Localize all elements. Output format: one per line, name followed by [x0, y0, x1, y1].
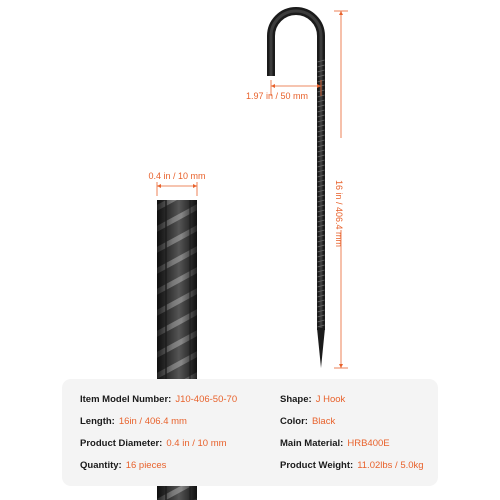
spec-color-value: Black	[311, 416, 336, 427]
hook-width-label: 1.97 in / 50 mm	[246, 91, 309, 101]
stake-tip	[317, 328, 325, 368]
spec-quantity-key: Quantity:	[80, 460, 122, 471]
spec-length	[80, 416, 187, 427]
rebar-diameter-label: 0.4 in / 10 mm	[148, 171, 206, 181]
spec-shape	[280, 394, 345, 405]
spec-length-key: Length:	[80, 416, 115, 427]
spec-length-value: 16in / 406.4 mm	[118, 416, 187, 427]
spec-diameter	[80, 438, 227, 449]
spec-shape-key: Shape:	[280, 394, 312, 405]
spec-material-value: HRB400E	[347, 438, 390, 449]
spec-material	[280, 438, 390, 449]
spec-material-key: Main Material:	[280, 438, 344, 449]
spec-weight	[280, 460, 424, 471]
spec-quantity	[80, 460, 166, 471]
spec-model-value: J10-406-50-70	[175, 394, 238, 405]
rebar-diameter-dimension	[157, 182, 197, 196]
spec-weight-value: 11.02lbs / 5.0kg	[357, 460, 424, 471]
spec-diameter-value: 0.4 in / 10 mm	[166, 438, 227, 449]
spec-shape-value: J Hook	[315, 394, 346, 405]
length-label: 16 in / 406.4 mm	[334, 180, 344, 248]
spec-panel	[62, 379, 438, 486]
spec-quantity-value: 16 pieces	[125, 460, 167, 471]
spec-model-key: Item Model Number:	[80, 394, 172, 405]
spec-color-key: Color:	[280, 416, 308, 427]
j-hook-stake	[271, 11, 325, 368]
spec-model	[80, 394, 237, 405]
spec-weight-key: Product Weight:	[280, 460, 354, 471]
spec-color	[280, 416, 335, 427]
spec-diameter-key: Product Diameter:	[80, 438, 163, 449]
